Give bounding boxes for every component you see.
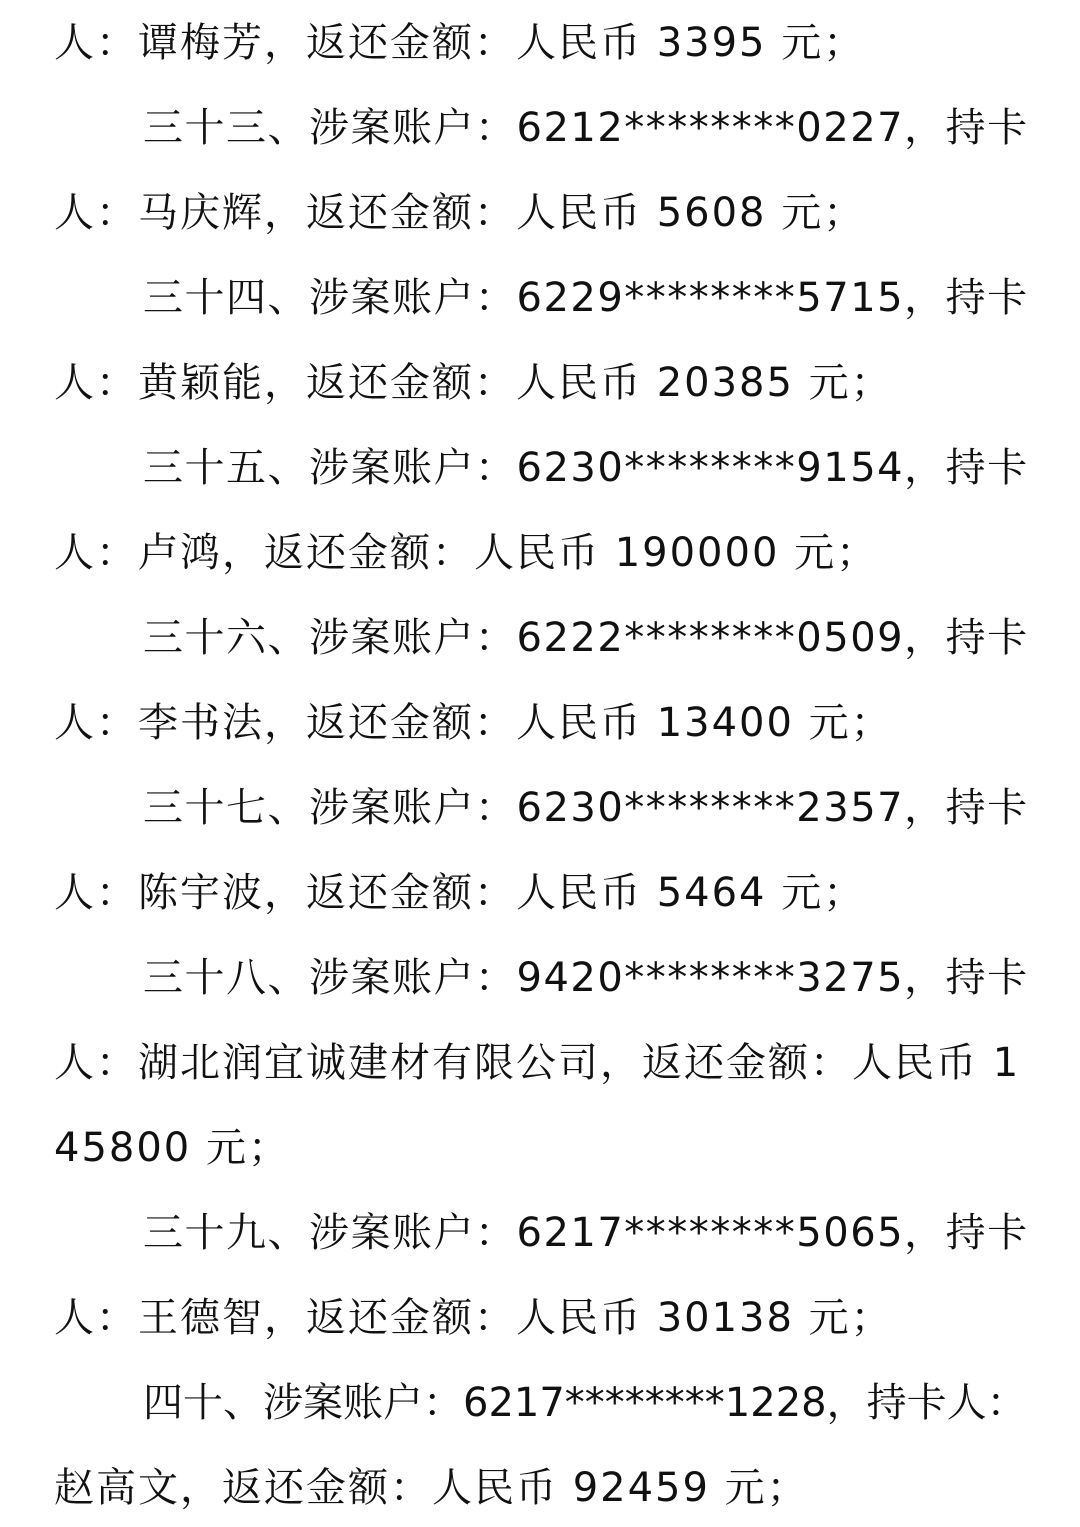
text-line: 三十八、涉案账户：9420********3275，持卡 — [143, 955, 1029, 1001]
text-line: 三十五、涉案账户：6230********9154，持卡 — [143, 445, 1029, 491]
text-line: 三十四、涉案账户：6229********5715，持卡 — [143, 275, 1029, 321]
text-line: 三十七、涉案账户：6230********2357，持卡 — [143, 785, 1029, 831]
text-line: 45800 元； — [54, 1125, 290, 1171]
text-line: 四十、涉案账户：6217********1228，持卡人： — [143, 1380, 1027, 1426]
text-line: 三十三、涉案账户：6212********0227，持卡 — [143, 105, 1029, 151]
text-line: 人：马庆辉，返还金额：人民币 5608 元； — [54, 190, 866, 236]
text-line: 三十九、涉案账户：6217********5065，持卡 — [143, 1210, 1029, 1256]
text-line: 人：湖北润宜诚建材有限公司，返还金额：人民币 1 — [54, 1040, 1021, 1086]
text-line: 人：陈宇波，返还金额：人民币 5464 元； — [54, 870, 866, 916]
text-line: 人：黄颖能，返还金额：人民币 20385 元； — [54, 360, 893, 406]
text-line: 赵高文，返还金额：人民币 92459 元； — [54, 1465, 809, 1511]
text-line: 三十六、涉案账户：6222********0509，持卡 — [143, 615, 1029, 661]
text-line: 人：谭梅芳，返还金额：人民币 3395 元； — [54, 20, 866, 66]
text-line: 人：卢鸿，返还金额：人民币 190000 元； — [54, 530, 879, 576]
text-line: 人：王德智，返还金额：人民币 30138 元； — [54, 1295, 893, 1341]
text-line: 人：李书法，返还金额：人民币 13400 元； — [54, 700, 893, 746]
